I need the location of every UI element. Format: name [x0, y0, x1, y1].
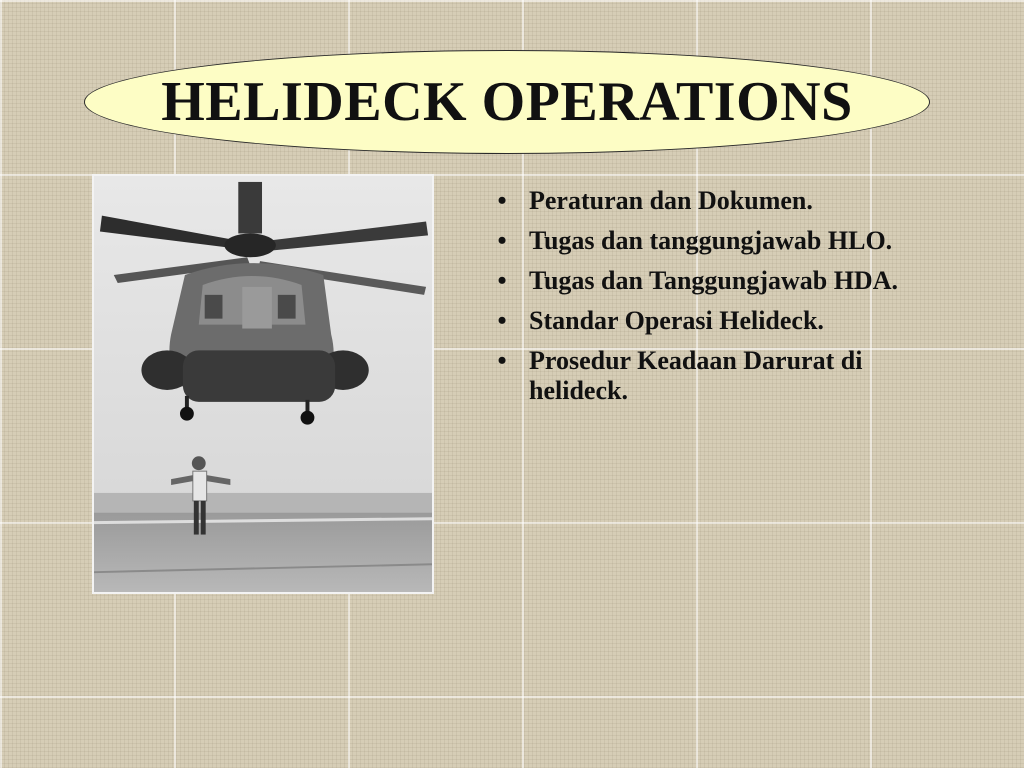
bullet-text: Peraturan dan Dokumen. [529, 186, 813, 215]
bullet-marker: • [497, 306, 507, 335]
list-item [492, 226, 962, 256]
bullet-marker: • [497, 346, 507, 375]
list-item [492, 186, 962, 216]
list-item [492, 266, 962, 296]
slide-title: HELIDECK OPERATIONS [161, 71, 853, 133]
helicopter-photo [92, 174, 434, 594]
list-item [492, 306, 962, 336]
bullet-list [492, 186, 962, 416]
bullet-text: Tugas dan Tanggungjawab HDA. [529, 266, 898, 295]
bullet-text: Prosedur Keadaan Darurat di helideck. [529, 346, 863, 405]
title-banner [84, 50, 930, 154]
bullet-marker: • [497, 226, 507, 255]
bullet-text: Standar Operasi Helideck. [529, 306, 824, 335]
bullet-text: Tugas dan tanggungjawab HLO. [529, 226, 893, 255]
bullet-marker: • [497, 186, 507, 215]
bullet-marker: • [497, 266, 507, 295]
list-item [492, 346, 962, 406]
helicopter-illustration [94, 176, 432, 592]
